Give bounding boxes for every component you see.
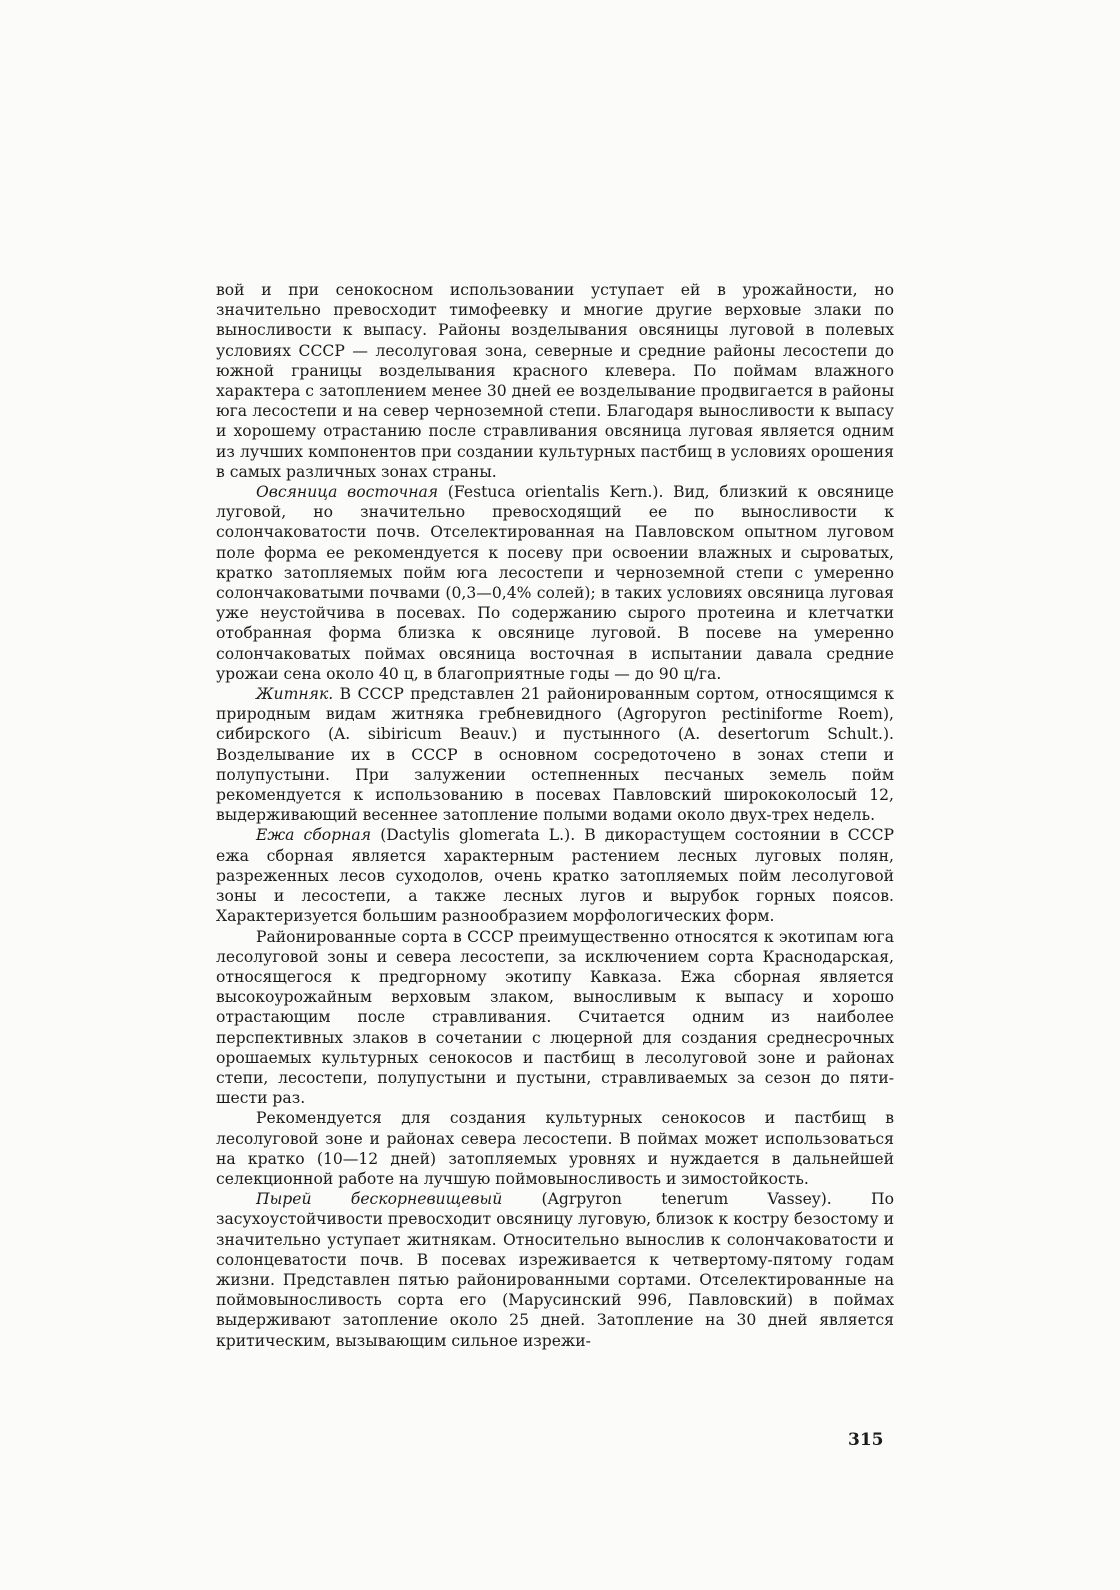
paragraph-text: (Agrpyron tenerum Vassey). По засухоустойчивости превосходит овсяницу луговую, близок к костру безостому и значительно уступает житнякам. Относительно вынослив к солончаковатости и солонцеватости почв. В посевах изреживается к четвертому-пятому годам жизни. Представлен пятью районированными сортами. Отселектированные на поймовыносливость сорта его (Марусинский 996, Павловский) в поймах выдерживают затопление около 25 дней. Затопление на 30 дней является критическим, вызывающим сильное изрежи- xyxy=(216,1190,894,1350)
paragraph-agropyron-tenerum xyxy=(216,1189,894,1351)
paragraph-text: Районированные сорта в СССР преимущественно относятся к экотипам юга лесолуговой зоны и севера лесостепи, за исключением сорта Краснодарская, относящегося к предгорному экотипу Кавказа. Ежа сборная является высокоурожайным верховым злаком, выносливым к выпасу и хорошо отрастающим после стравливания. Считается одним из наиболее перспективных злаков в сочетании с люцерной для создания среднесрочных орошаемых культурных сенокосов и пастбищ в лесолуговой зоне и районах степи, лесостепи, полупустыни и пустыни, стравливаемых за сезон до пяти-шести раз. xyxy=(216,927,894,1108)
species-term: Ежа сборная xyxy=(256,826,372,845)
paragraph-text: В СССР представлен 21 районированным сортом, относящимся к природным видам житняка гребневидного (Agropyron pectiniforme Roem), сибирского (A. sibiricum Beauv.) и пустынного (A. desertorum Schult.). Возделывание их в СССР в основном сосредоточено в зонах степи и полупустыни. При залужении остепненных песчаных земель пойм рекомендуется к использованию в посевах Павловский ширококолосый 12, выдерживающий весеннее затопление полыми водами около двух-трех недель. xyxy=(216,685,894,825)
paragraph-text: вой и при сенокосном использовании уступает ей в урожайности, но значительно превосходит тимофеевку и многие другие верховые злаки по выносливости к выпасу. Районы возделывания овсяницы луговой в полевых условиях СССР — лесолуговая зона, северные и средние районы лесостепи до южной границы возделывания красного клевера. По поймам влажного характера с затоплением менее 30 дней ее возделывание продвигается в районы юга лесостепи и на север черноземной степи. Благодаря выносливости к выпасу и хорошему отрастанию после стравливания овсяница луговая является одним из лучших компонентов при создании культурных пастбищ в условиях орошения в самых различных зонах страны. xyxy=(216,281,894,481)
species-term: Житняк. xyxy=(256,685,334,704)
paragraph-text: (Dactylis glomerata L.). В дикорастущем состоянии в СССР ежа сборная является характерным растением лесных луговых полян, разреженных лесов суходолов, очень кратко затопляемых пойм лесолуговой зоны и лесостепи, а также лесных лугов и вырубок горных поясов. Характеризуется большим разнообразием морфологических форм. xyxy=(216,826,894,926)
paragraph-dactylis-varieties xyxy=(216,927,894,1109)
paragraph-text: (Festuca orientalis Kern.). Вид, близкий к овсянице луговой, но значительно превосходящий ее по выносливости к солончаковатости почв. Отселектированная на Павловском опытном луговом поле форма ее рекомендуется к посеву при освоении влажных и сыроватых, кратко затопляемых пойм юга лесостепи и черноземной степи с умеренно солончаковатыми почвами (0,3—0,4% солей); в таких условиях овсяница луговая уже неустойчива в посевах. По содержанию сырого протеина и клетчатки отобранная форма близка к овсянице луговой. В посеве на умеренно солончаковатых поймах овсяница восточная в испытании давала средние урожаи сена около 40 ц, в благоприятные годы — до 90 ц/га. xyxy=(216,483,894,683)
species-term: Овсяница восточная xyxy=(256,483,439,502)
species-term: Пырей бескорневищевый xyxy=(256,1190,503,1209)
body-text xyxy=(216,280,894,1351)
page-number: 315 xyxy=(848,1430,884,1450)
paragraph-dactylis-recommendation xyxy=(216,1108,894,1189)
paragraph-agropyron xyxy=(216,684,894,825)
paragraph-festuca-orientalis xyxy=(216,482,894,684)
paragraph-dactylis xyxy=(216,825,894,926)
paragraph-festuca-pratensis-continuation xyxy=(216,280,894,482)
paragraph-text: Рекомендуется для создания культурных сенокосов и пастбищ в лесолуговой зоне и районах севера лесостепи. В поймах может использоваться на кратко (10—12 дней) затопляемых уровнях и нуждается в дальнейшей селекционной работе на лучшую поймовыносливость и зимостойкость. xyxy=(216,1109,894,1188)
